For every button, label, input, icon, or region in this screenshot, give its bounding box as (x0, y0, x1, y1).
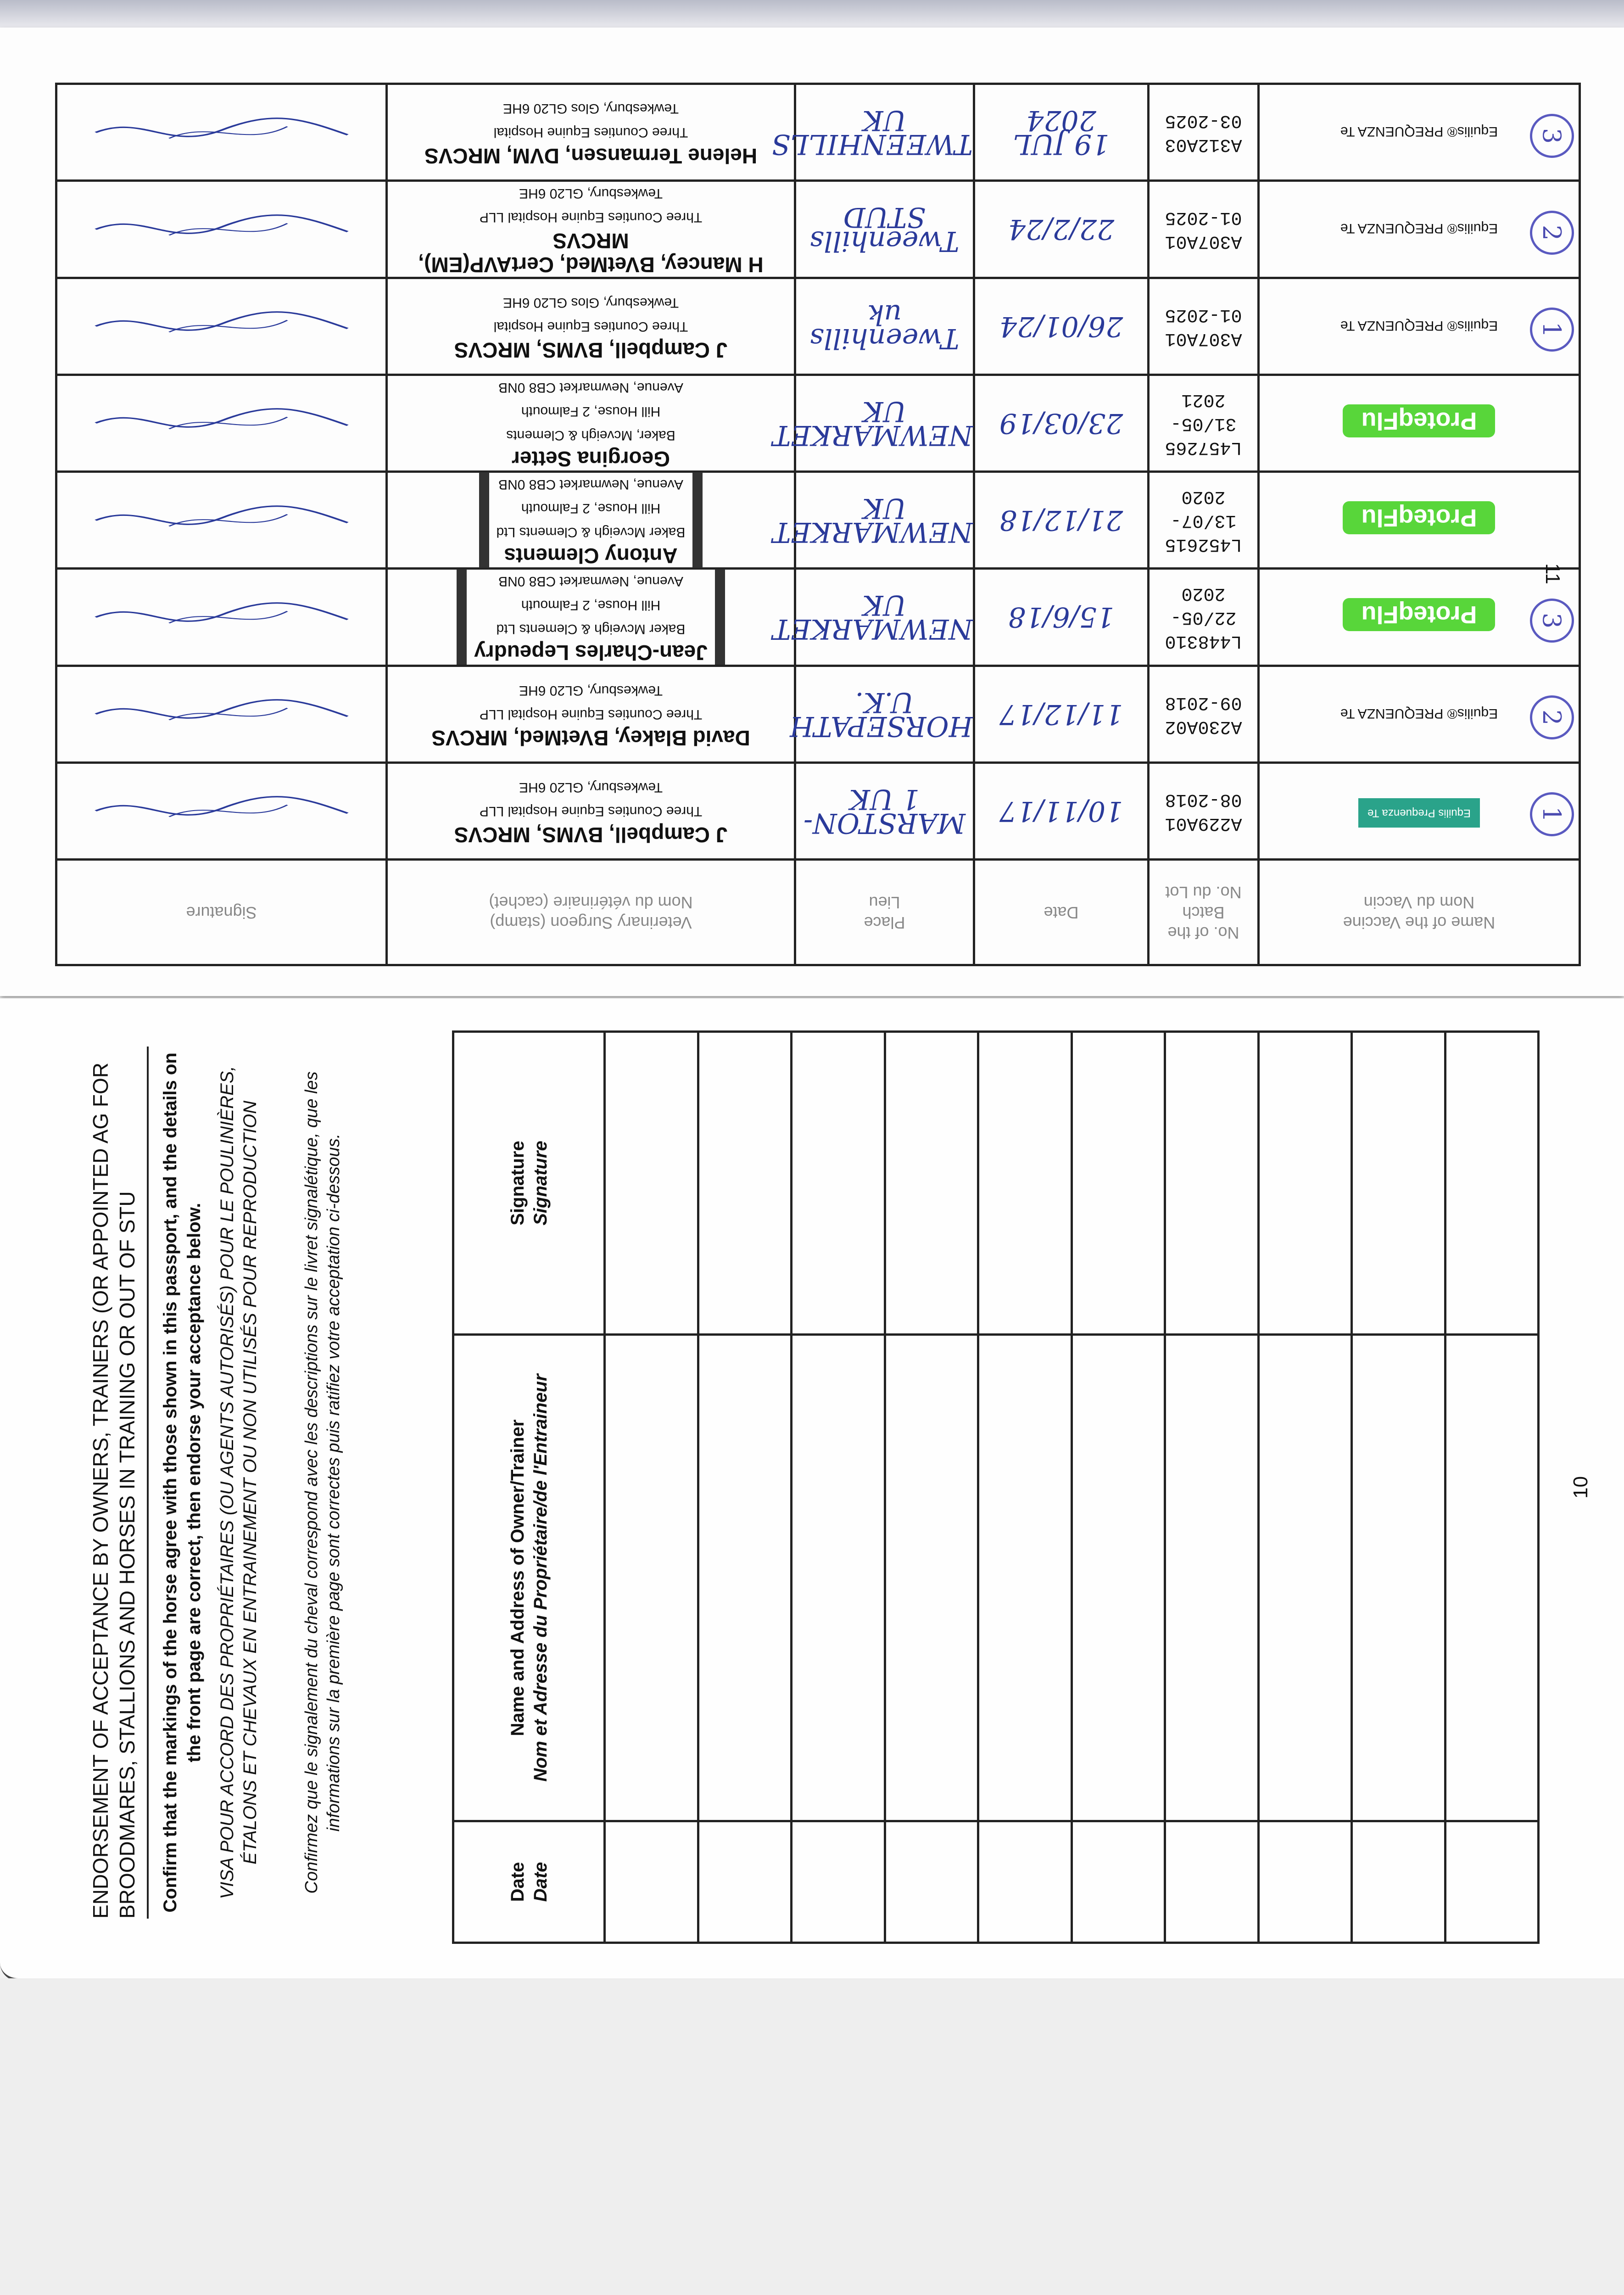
vaccine-name: Equilis® PREQUENZA Te (1340, 221, 1498, 236)
place-handwritten (772, 472, 974, 569)
header-place-label: Place Lieu (864, 893, 905, 932)
date-value: 19 JUL 2024 (1013, 104, 1110, 161)
signature-scribble (90, 399, 353, 447)
vet-name: J Campbell, BVMS, MRCVS (454, 338, 728, 362)
vet-address: Baker Mcveigh & Clements Ltd Hill House, 2 Falmouth Avenue, Newmarket CB8 0NB (496, 574, 686, 637)
header-place (795, 860, 974, 965)
header-batch (1149, 860, 1259, 965)
batch-value: A307A01 01-2025 (1165, 304, 1242, 349)
scanner-edge (0, 0, 1624, 28)
endorsement-cell-owner (978, 1335, 1072, 1821)
vet-stamp (387, 84, 795, 181)
column-signature-fr: Signature (530, 1141, 551, 1226)
place-value: MARSTON-1 UK (803, 783, 966, 839)
column-signature-en: Signature (507, 1141, 528, 1226)
vaccine-label (1259, 569, 1580, 666)
vet-address: Three Counties Equine Hospital LLP Tewkesbury, GL20 6HE (479, 683, 703, 722)
date-handwritten (974, 181, 1149, 278)
header-date (974, 860, 1149, 965)
date-handwritten (974, 84, 1149, 181)
vaccine-name: Equilis Prequenza Te (1358, 798, 1480, 828)
place-value: NEWMARKET UK (772, 492, 973, 549)
vaccine-label (1259, 278, 1580, 375)
vet-address: Baker, Mcveigh & Clements Hill House, 2 Falmouth Avenue, Newmarket CB8 0NB (498, 380, 683, 443)
place-handwritten (795, 278, 974, 375)
vet-stamp (387, 278, 795, 375)
batch-label (1149, 666, 1259, 762)
endorsement-cell-signature (978, 1032, 1072, 1335)
vaccine-label (1259, 84, 1580, 181)
column-owner (453, 1335, 605, 1821)
vet-name: David Blakey, BVetMed, MRCVS (431, 726, 750, 750)
endorsement-cell-owner (698, 1335, 792, 1821)
circled-number: 2 (1530, 211, 1574, 255)
header-vet (387, 860, 795, 965)
vet-signature (56, 666, 387, 762)
vaccination-row (56, 666, 1580, 762)
circled-number: 1 (1530, 792, 1574, 836)
batch-label (1149, 84, 1259, 181)
vet-stamp (387, 666, 795, 762)
date-handwritten (974, 666, 1149, 762)
batch-value: L457265 31/05-2021 (1165, 389, 1242, 458)
endorsement-cell-date (1445, 1821, 1539, 1943)
endorsement-cell-owner (605, 1335, 698, 1821)
place-handwritten (772, 375, 974, 471)
date-handwritten (974, 472, 1149, 569)
vaccination-row (56, 472, 1580, 569)
vaccine-name: Equilis® PREQUENZA Te (1340, 318, 1498, 333)
vaccine-label (1259, 181, 1580, 278)
vet-stamp (387, 762, 795, 859)
circled-number: 3 (1530, 599, 1574, 643)
batch-value: A229A01 08-2018 (1165, 789, 1242, 834)
vaccine-name: ProteqFlu (1343, 598, 1496, 631)
vet-stamp (387, 375, 795, 471)
endorsement-row (978, 1032, 1072, 1943)
endorsement-cell-owner (1165, 1335, 1259, 1821)
title-rule (147, 1047, 149, 1919)
column-date-fr: Date (530, 1862, 551, 1902)
vet-address: Three Counties Equine Hospital Tewkesbury, Glos GL20 6HE (493, 295, 688, 334)
vet-signature (56, 84, 387, 181)
date-value: 10/11/17 (999, 795, 1123, 827)
endorsement-cell-date (792, 1821, 885, 1943)
vet-address: Three Counties Equine Hospital LLP Tewkesbury, GL20 6HE (479, 779, 703, 819)
date-value: 26/01/24 (999, 310, 1123, 342)
signature-scribble (90, 787, 353, 834)
place-handwritten (771, 84, 974, 181)
endorsement-cell-owner (1352, 1335, 1445, 1821)
vet-signature (56, 278, 387, 375)
vaccine-label (1259, 762, 1580, 859)
vet-name: Antony Clements (504, 544, 678, 568)
place-handwritten (795, 762, 974, 859)
vet-stamp (387, 181, 795, 278)
endorsement-cell-owner (1072, 1335, 1165, 1821)
vet-stamp (387, 569, 795, 666)
header-batch-label: No. of the Batch No. du Lot (1165, 883, 1242, 942)
date-value: 11/12/17 (999, 698, 1123, 730)
signature-scribble (90, 302, 353, 350)
endorsement-page (0, 998, 1624, 1981)
endorsement-row (1165, 1032, 1259, 1943)
date-value: 23/03/19 (999, 407, 1123, 439)
batch-label (1149, 762, 1259, 859)
vet-name: Georgina Setter (511, 447, 670, 471)
endorsement-title: ENDORSEMENT OF ACCEPTANCE BY OWNERS, TRAINERS (OR APPOINTED AG FOR BROODMARES, STALLIONS AND HORSES IN TRAINING OR OUT OF STU (89, 1063, 139, 1919)
vet-name: H Mancey, BVetMed, CertAVP(EM), MRCVS (418, 229, 764, 277)
vaccination-table (55, 83, 1581, 966)
vaccine-label (1259, 375, 1580, 471)
endorsement-cell-date (1165, 1821, 1259, 1943)
vaccination-record-page (0, 28, 1624, 996)
owner-endorsement-table (452, 1030, 1540, 1944)
batch-value: A307A01 01-2025 (1165, 207, 1242, 252)
date-handwritten (974, 762, 1149, 859)
vaccine-name: Equilis® PREQUENZA Te (1340, 705, 1498, 721)
date-value: 22/2/24 (1008, 213, 1115, 246)
batch-label (1149, 375, 1259, 471)
endorsement-cell-date (885, 1821, 978, 1943)
endorsement-cell-owner (1445, 1335, 1539, 1821)
column-signature (453, 1032, 605, 1335)
date-value: 21/12/18 (999, 504, 1123, 537)
endorsement-cell-owner (1258, 1335, 1352, 1821)
endorsement-cell-signature (698, 1032, 792, 1335)
endorsement-cell-date (605, 1821, 698, 1943)
header-signature-label: Signature (186, 903, 257, 922)
vet-name: Helene Termansen, DVM, MRCVS (424, 144, 758, 168)
endorsement-cell-signature (1258, 1032, 1352, 1335)
vet-name: J Campbell, BVMS, MRCVS (454, 823, 728, 847)
column-date (453, 1821, 605, 1943)
endorsement-cell-signature (1352, 1032, 1445, 1335)
endorsement-row (885, 1032, 978, 1943)
vaccination-row (56, 569, 1580, 666)
endorsement-row (605, 1032, 698, 1943)
vaccination-row (56, 84, 1580, 181)
vaccination-row (56, 278, 1580, 375)
place-handwritten (772, 569, 974, 666)
vet-signature (56, 762, 387, 859)
column-date-en: Date (507, 1862, 528, 1902)
endorsement-row (698, 1032, 792, 1943)
place-value: Tweenhills uk (809, 298, 960, 354)
signature-scribble (90, 593, 353, 641)
signature-scribble (90, 109, 353, 156)
signature-scribble (90, 497, 353, 544)
batch-value: L448310 22/05-2020 (1165, 583, 1242, 652)
endorsement-cell-date (1352, 1821, 1445, 1943)
vaccine-label (1259, 472, 1580, 569)
instruction-fr-title: VISA POUR ACCORD DES PROPRIÉTAIRES (OU AGENTS AUTORISÉS) POUR LE POULINIÈRES, ÉTALONS ET CHEVAUX EN ENTRAINEMENT OU NON UTILISÉS POUR REPRODUCTION (217, 1066, 260, 1899)
endorsement-cell-date (698, 1821, 792, 1943)
date-handwritten (974, 375, 1149, 471)
column-owner-en: Name and Address of Owner/Trainer (507, 1419, 528, 1736)
header-vaccine-label: Name of the Vaccine Nom du Vaccin (1343, 893, 1496, 932)
endorsement-row (792, 1032, 885, 1943)
vet-signature (56, 569, 387, 666)
circled-number: 1 (1530, 308, 1574, 352)
place-value: NEWMARKET UK (772, 395, 973, 451)
endorsement-row (1072, 1032, 1165, 1943)
signature-scribble (90, 690, 353, 738)
vaccine-name: ProteqFlu (1343, 501, 1496, 534)
vet-address: Three Counties Equine Hospital Tewkesbury, Glos GL20 6HE (493, 101, 688, 140)
endorsement-cell-signature (885, 1032, 978, 1335)
header-vaccine (1259, 860, 1580, 965)
place-value: Tweenhills STUD (809, 201, 960, 257)
column-owner-fr: Nom et Adresse du Propriétaire/de l'Entraineur (530, 1374, 551, 1782)
vaccination-row (56, 181, 1580, 278)
page-number-11: 11 (1541, 563, 1564, 584)
endorsement-cell-signature (605, 1032, 698, 1335)
vet-address: Three Counties Equine Hospital LLP Tewkesbury, GL20 6HE (479, 186, 703, 225)
endorsement-cell-signature (1445, 1032, 1539, 1335)
batch-label (1149, 181, 1259, 278)
endorsement-cell-signature (1072, 1032, 1165, 1335)
header-date-label: Date (1044, 903, 1079, 922)
circled-number: 2 (1530, 695, 1574, 739)
vet-address: Baker Mcveigh & Clements Ltd Hill House, 2 Falmouth Avenue, Newmarket CB8 0NB (496, 477, 686, 540)
vet-signature (56, 375, 387, 471)
instruction-fr: Confirmez que le signalement du cheval correspond avec les descriptions sur le livret signalétique, que les informations sur la première page sont correctes puis ratifiez votre acceptation ci-dessous. (302, 1071, 343, 1894)
batch-label (1149, 472, 1259, 569)
batch-value: A312A03 03-2025 (1165, 110, 1242, 155)
endorsement-cell-owner (885, 1335, 978, 1821)
place-value: TWEENHILLS UK (771, 104, 973, 161)
batch-label (1149, 569, 1259, 666)
vet-signature (56, 181, 387, 278)
batch-value: A230A02 09-2018 (1165, 692, 1242, 737)
page-number-10: 10 (1569, 1476, 1592, 1499)
signature-scribble (90, 206, 353, 253)
instruction-en: Confirm that the markings of the horse agree with those shown in this passport, and the details on the front page are correct, then endorse your acceptance below. (160, 1052, 204, 1913)
vaccination-header-row (56, 860, 1580, 965)
scanner-background (0, 1978, 1624, 2295)
place-value: NEWMARKET UK (772, 589, 973, 645)
batch-label (1149, 278, 1259, 375)
endorsement-cell-date (1258, 1821, 1352, 1943)
place-handwritten (795, 181, 974, 278)
vaccine-label (1259, 666, 1580, 762)
date-value: 15/6/18 (1008, 601, 1115, 633)
vaccine-name: ProteqFlu (1343, 404, 1496, 437)
vaccination-row (56, 762, 1580, 859)
endorsement-row (1445, 1032, 1539, 1943)
date-handwritten (974, 569, 1149, 666)
endorsement-row (1258, 1032, 1352, 1943)
vet-signature (56, 472, 387, 569)
endorsement-cell-date (1072, 1821, 1165, 1943)
place-handwritten (790, 666, 974, 762)
endorsement-cell-signature (792, 1032, 885, 1335)
vet-stamp (387, 472, 795, 569)
endorsement-row (1352, 1032, 1445, 1943)
vaccination-row (56, 375, 1580, 471)
circled-number: 3 (1530, 114, 1574, 158)
vaccine-name: Equilis® PREQUENZA Te (1340, 124, 1498, 140)
batch-value: L452615 13/07-2020 (1165, 486, 1242, 555)
header-vet-label: Veterinary Surgeon (stamp) Nom du vétérinaire (cachet) (489, 893, 693, 932)
place-value: HORSEPATH U.K. (790, 686, 973, 742)
endorsement-cell-owner (792, 1335, 885, 1821)
endorsement-cell-signature (1165, 1032, 1259, 1335)
endorsement-cell-date (978, 1821, 1072, 1943)
header-signature (56, 860, 387, 965)
date-handwritten (974, 278, 1149, 375)
vet-name: Jean-Charles Lepeudry (474, 641, 708, 665)
